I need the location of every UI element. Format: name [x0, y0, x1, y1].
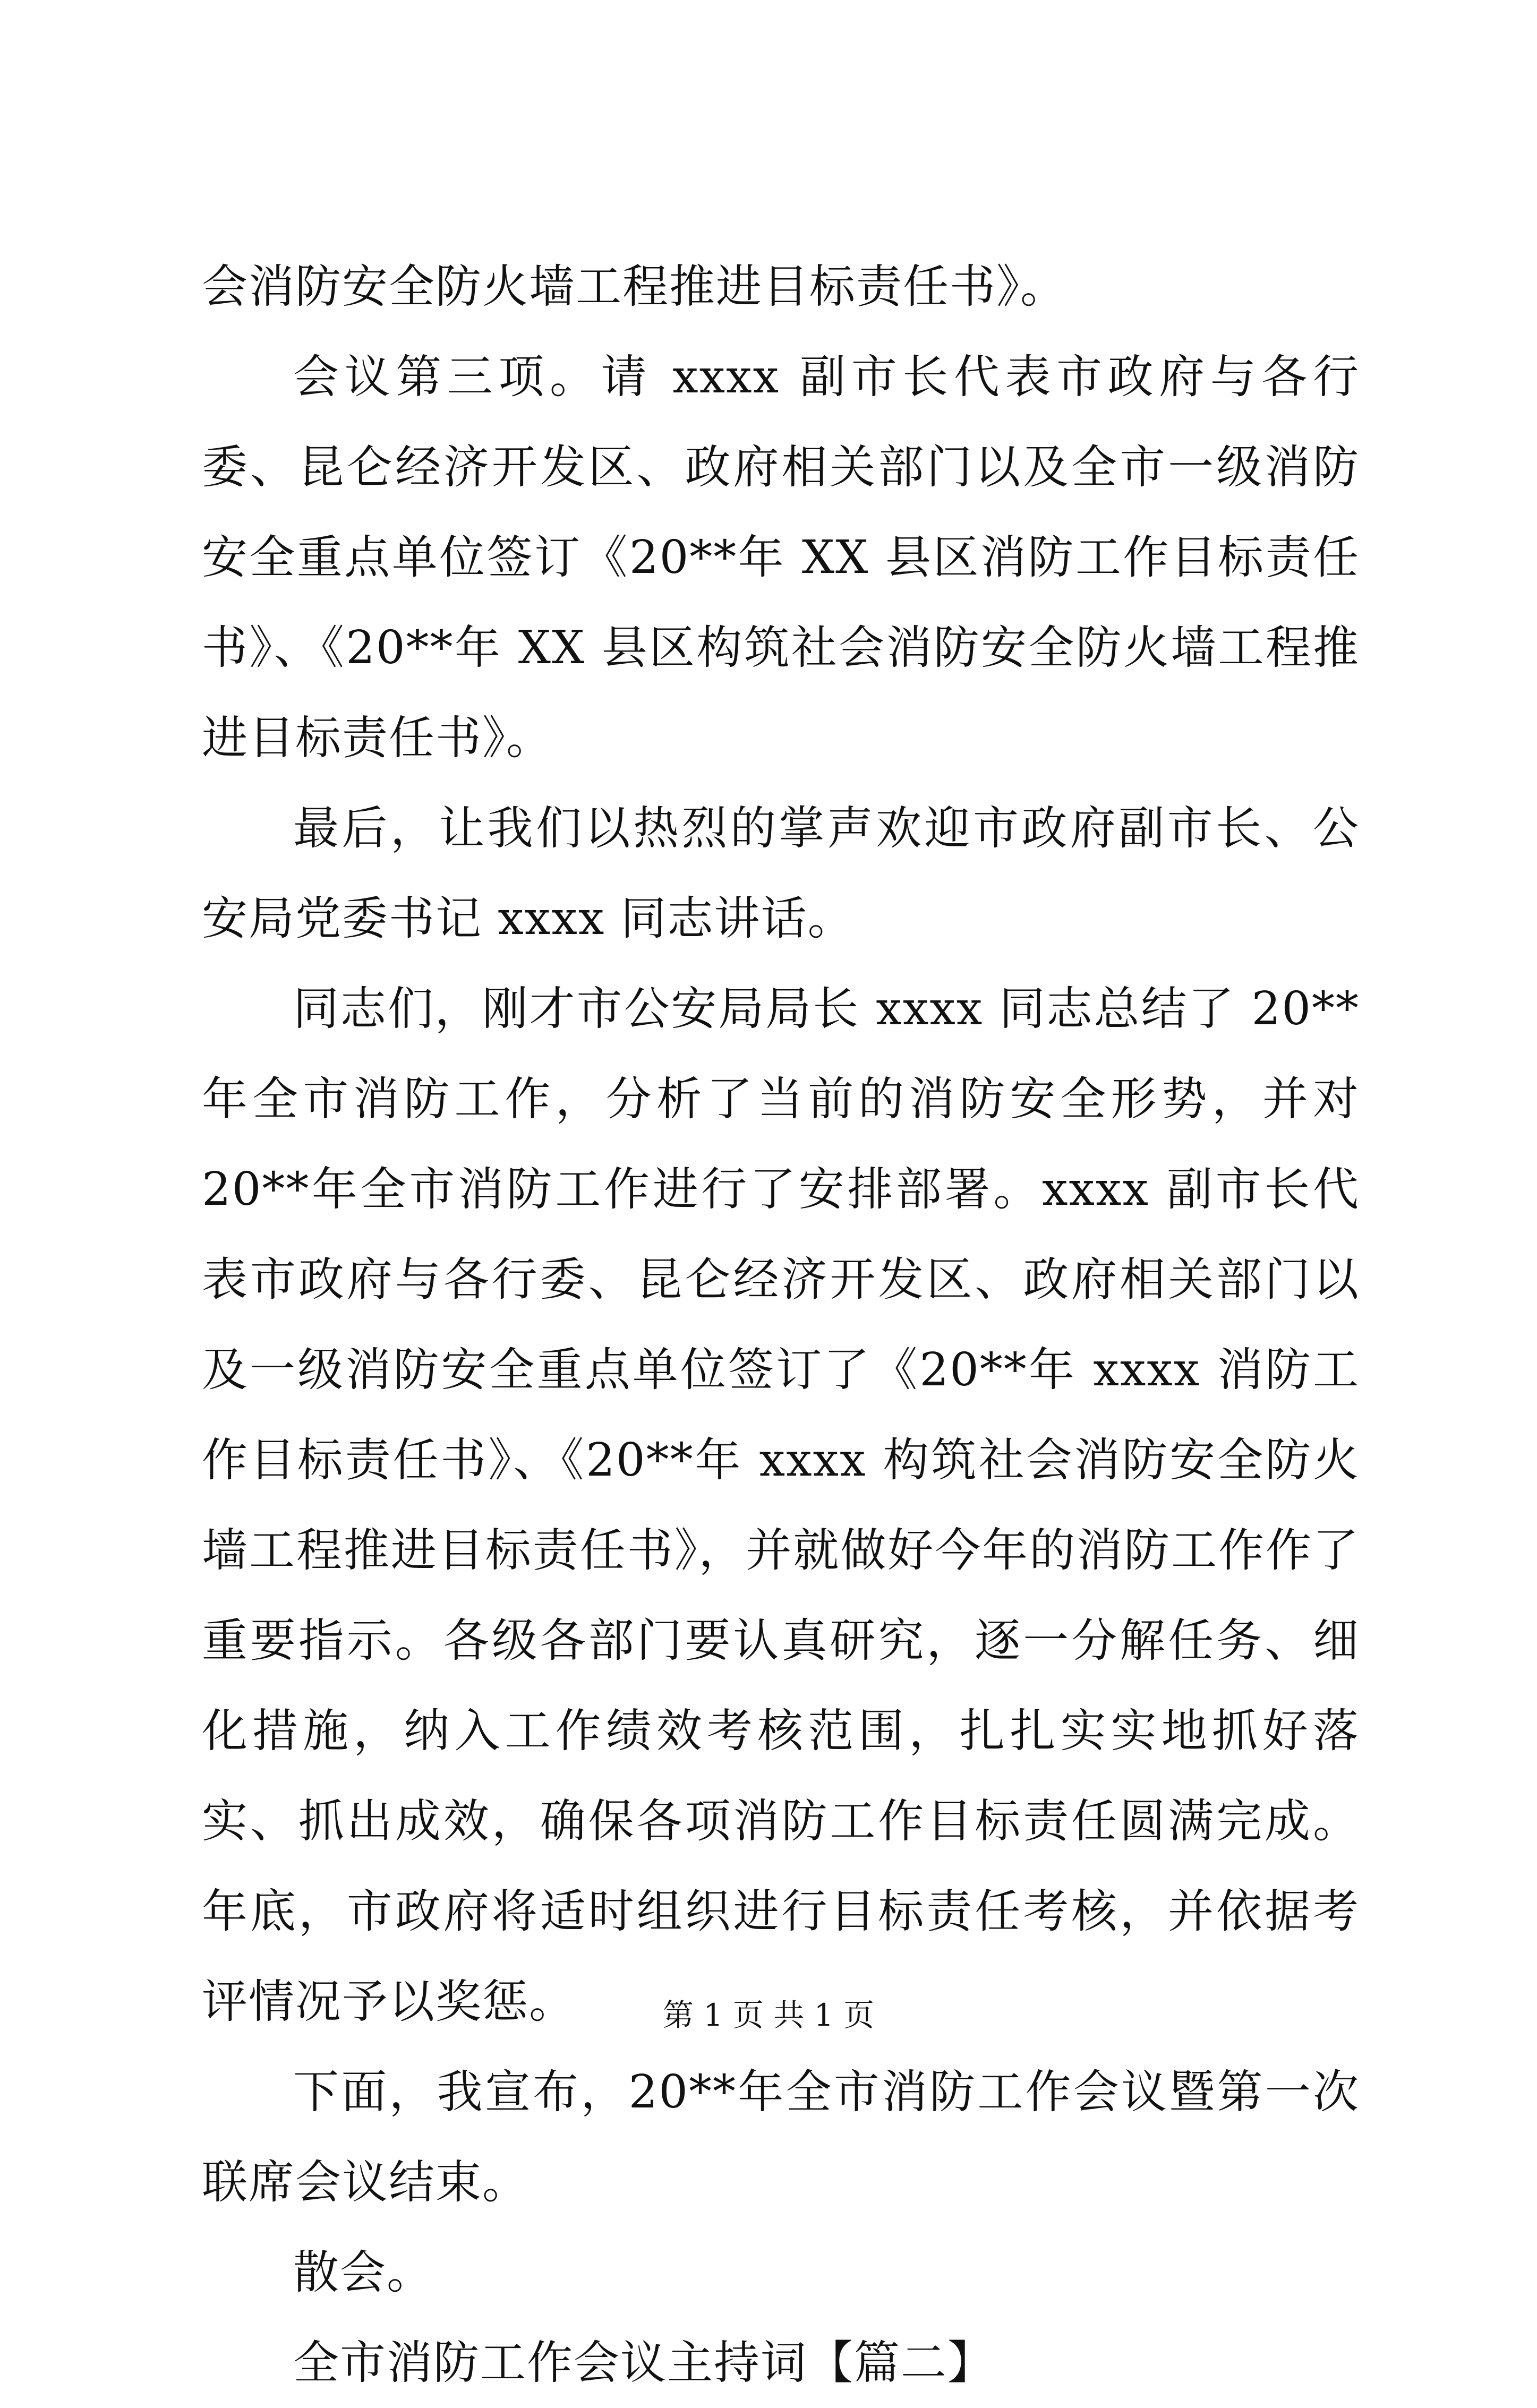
paragraph-closing-remarks: 同志们，刚才市公安局局长 xxxx 同志总结了 20**年全市消防工作，分析了当前的消防安全形势，并对 20**年全市消防工作进行了安排部署。xxxx 副市长代表市政府与各行委、昆仑经济开发区、政府相关部门以及一级消防安全重点单位签订了《20**年 xxxx 消防工作目标责任书》、《20**年 xxxx 构筑社会消防安全防火墙工程推进目标责任书》，并就做好今年的消防工作作了重要指示。各级各部门要认真研究，逐一分解任务、细化措施，纳入工作绩效考核范围，扎扎实实地抓好落实、抓出成效，确保各项消防工作目标责任圆满完成。年底，市政府将适时组织进行目标责任考核，并依据考评情况予以奖惩。	[202, 982, 1360, 2028]
paragraph-adjourn: 散会。	[293, 2246, 433, 2299]
paragraph-agenda-item-three: 会议第三项。请 xxxx 副市长代表市政府与各行委、昆仑经济开发区、政府相关部门以及全市一级消防安全重点单位签订《20**年 XX 县区消防工作目标责任书》、《20**年 XX 县区构筑社会消防安全防火墙工程推进目标责任书》。	[202, 350, 1360, 765]
page-footer	[0, 1994, 1537, 2036]
paragraph-meeting-end: 下面，我宣布，20**年全市消防工作会议暨第一次联席会议结束。	[202, 2066, 1360, 2209]
document-body	[202, 242, 1360, 2408]
paragraph-welcome-speech: 最后，让我们以热烈的掌声欢迎市政府副市长、公安局党委书记 xxxx 同志讲话。	[202, 802, 1360, 945]
page-number: 第 1 页 共 1 页	[663, 1997, 874, 2033]
paragraph-continuation: 会消防安全防火墙工程推进目标责任书》。	[202, 260, 1067, 313]
section-heading-part-two: 全市消防工作会议主持词【篇二】	[293, 2336, 994, 2389]
